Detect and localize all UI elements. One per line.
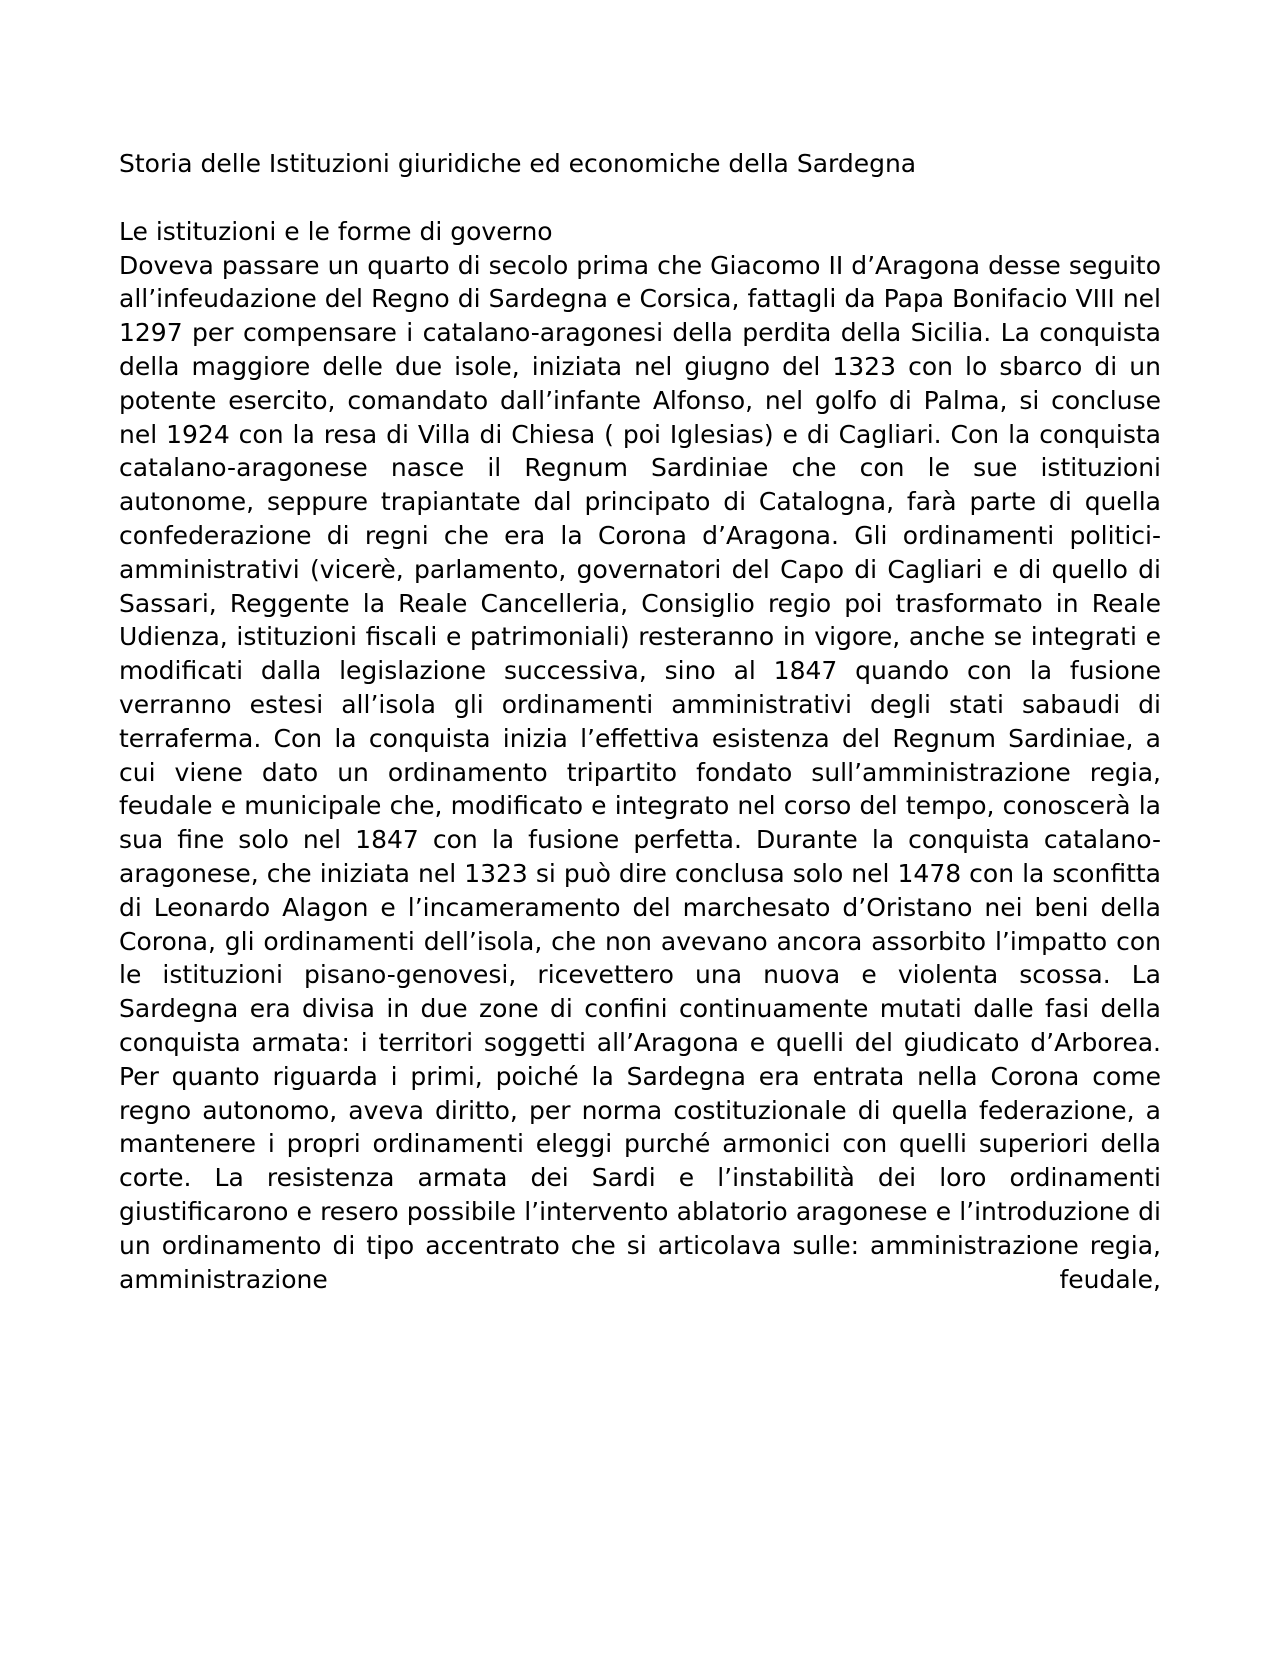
document-title: Storia delle Istituzioni giuridiche ed economiche della Sardegna xyxy=(119,149,917,178)
document-text-block xyxy=(119,147,1161,1296)
body-paragraph: Doveva passare un quarto di secolo prima che Giacomo II d’Aragona desse seguito all’infeudazione del Regno di Sardegna e Corsica, fattagli da Papa Bonifacio VIII nel 1297 per compensare i catalano-aragonesi della perdita della Sicilia. La conquista della maggiore delle due isole, iniziata nel giugno del 1323 con lo sbarco di un potente esercito, comandato dall’infante Alfonso, nel golfo di Palma, si concluse nel 1924 con la resa di Villa di Chiesa ( poi Iglesias) e di Cagliari. Con la conquista catalano-aragonese nasce il Regnum Sardiniae che con le sue istituzioni autonome, seppure trapiantate dal principato di Catalogna, farà parte di quella confederazione di regni che era la Corona d’Aragona. Gli ordinamenti politici-amministrativi (vicerè, parlamento, governatori del Capo di Cagliari e di quello di Sassari, Reggente la Reale Cancelleria, Consiglio regio poi trasformato in Reale Udienza, istituzioni fiscali e patrimoniali) resteranno in vigore, anche se integrati e modificati dalla legislazione successiva, sino al 1847 quando con la fusione verranno estesi all’isola gli ordinamenti amministrativi degli stati sabaudi di terraferma. Con la conquista inizia l’effettiva esistenza del Regnum Sardiniae, a cui viene dato un ordinamento tripartito fondato sull’amministrazione regia, feudale e municipale che, modificato e integrato nel corso del tempo, conoscerà la sua fine solo nel 1847 con la fusione perfetta. Durante la conquista catalano-aragonese, che iniziata nel 1323 si può dire conclusa solo nel 1478 con la sconfitta di Leonardo Alagon e l’incameramento del marchesato d’Oristano nei beni della Corona, gli ordinamenti dell’isola, che non avevano ancora assorbito l’impatto con le istituzioni pisano-genovesi, ricevettero una nuova e violenta scossa. La Sardegna era divisa in due zone di confini continuamente mutati dalle fasi della conquista armata: i territori soggetti all’Aragona e quelli del giudicato d’Arborea. Per quanto riguarda i primi, poiché la Sardegna era entrata nella Corona come regno autonomo, aveva diritto, per norma costituzionale di quella federazione, a mantenere i propri ordinamenti eleggi purché armonici con quelli superiori della corte. La resistenza armata dei Sardi e l’instabilità dei loro ordinamenti giustificarono e resero possibile l’intervento ablatorio aragonese e l’introduzione di un ordinamento di tipo accentrato che si articolava sulle: amministrazione regia, amministrazione feudale, xyxy=(119,250,1161,1294)
section-heading: Le istituzioni e le forme di governo xyxy=(119,216,553,246)
